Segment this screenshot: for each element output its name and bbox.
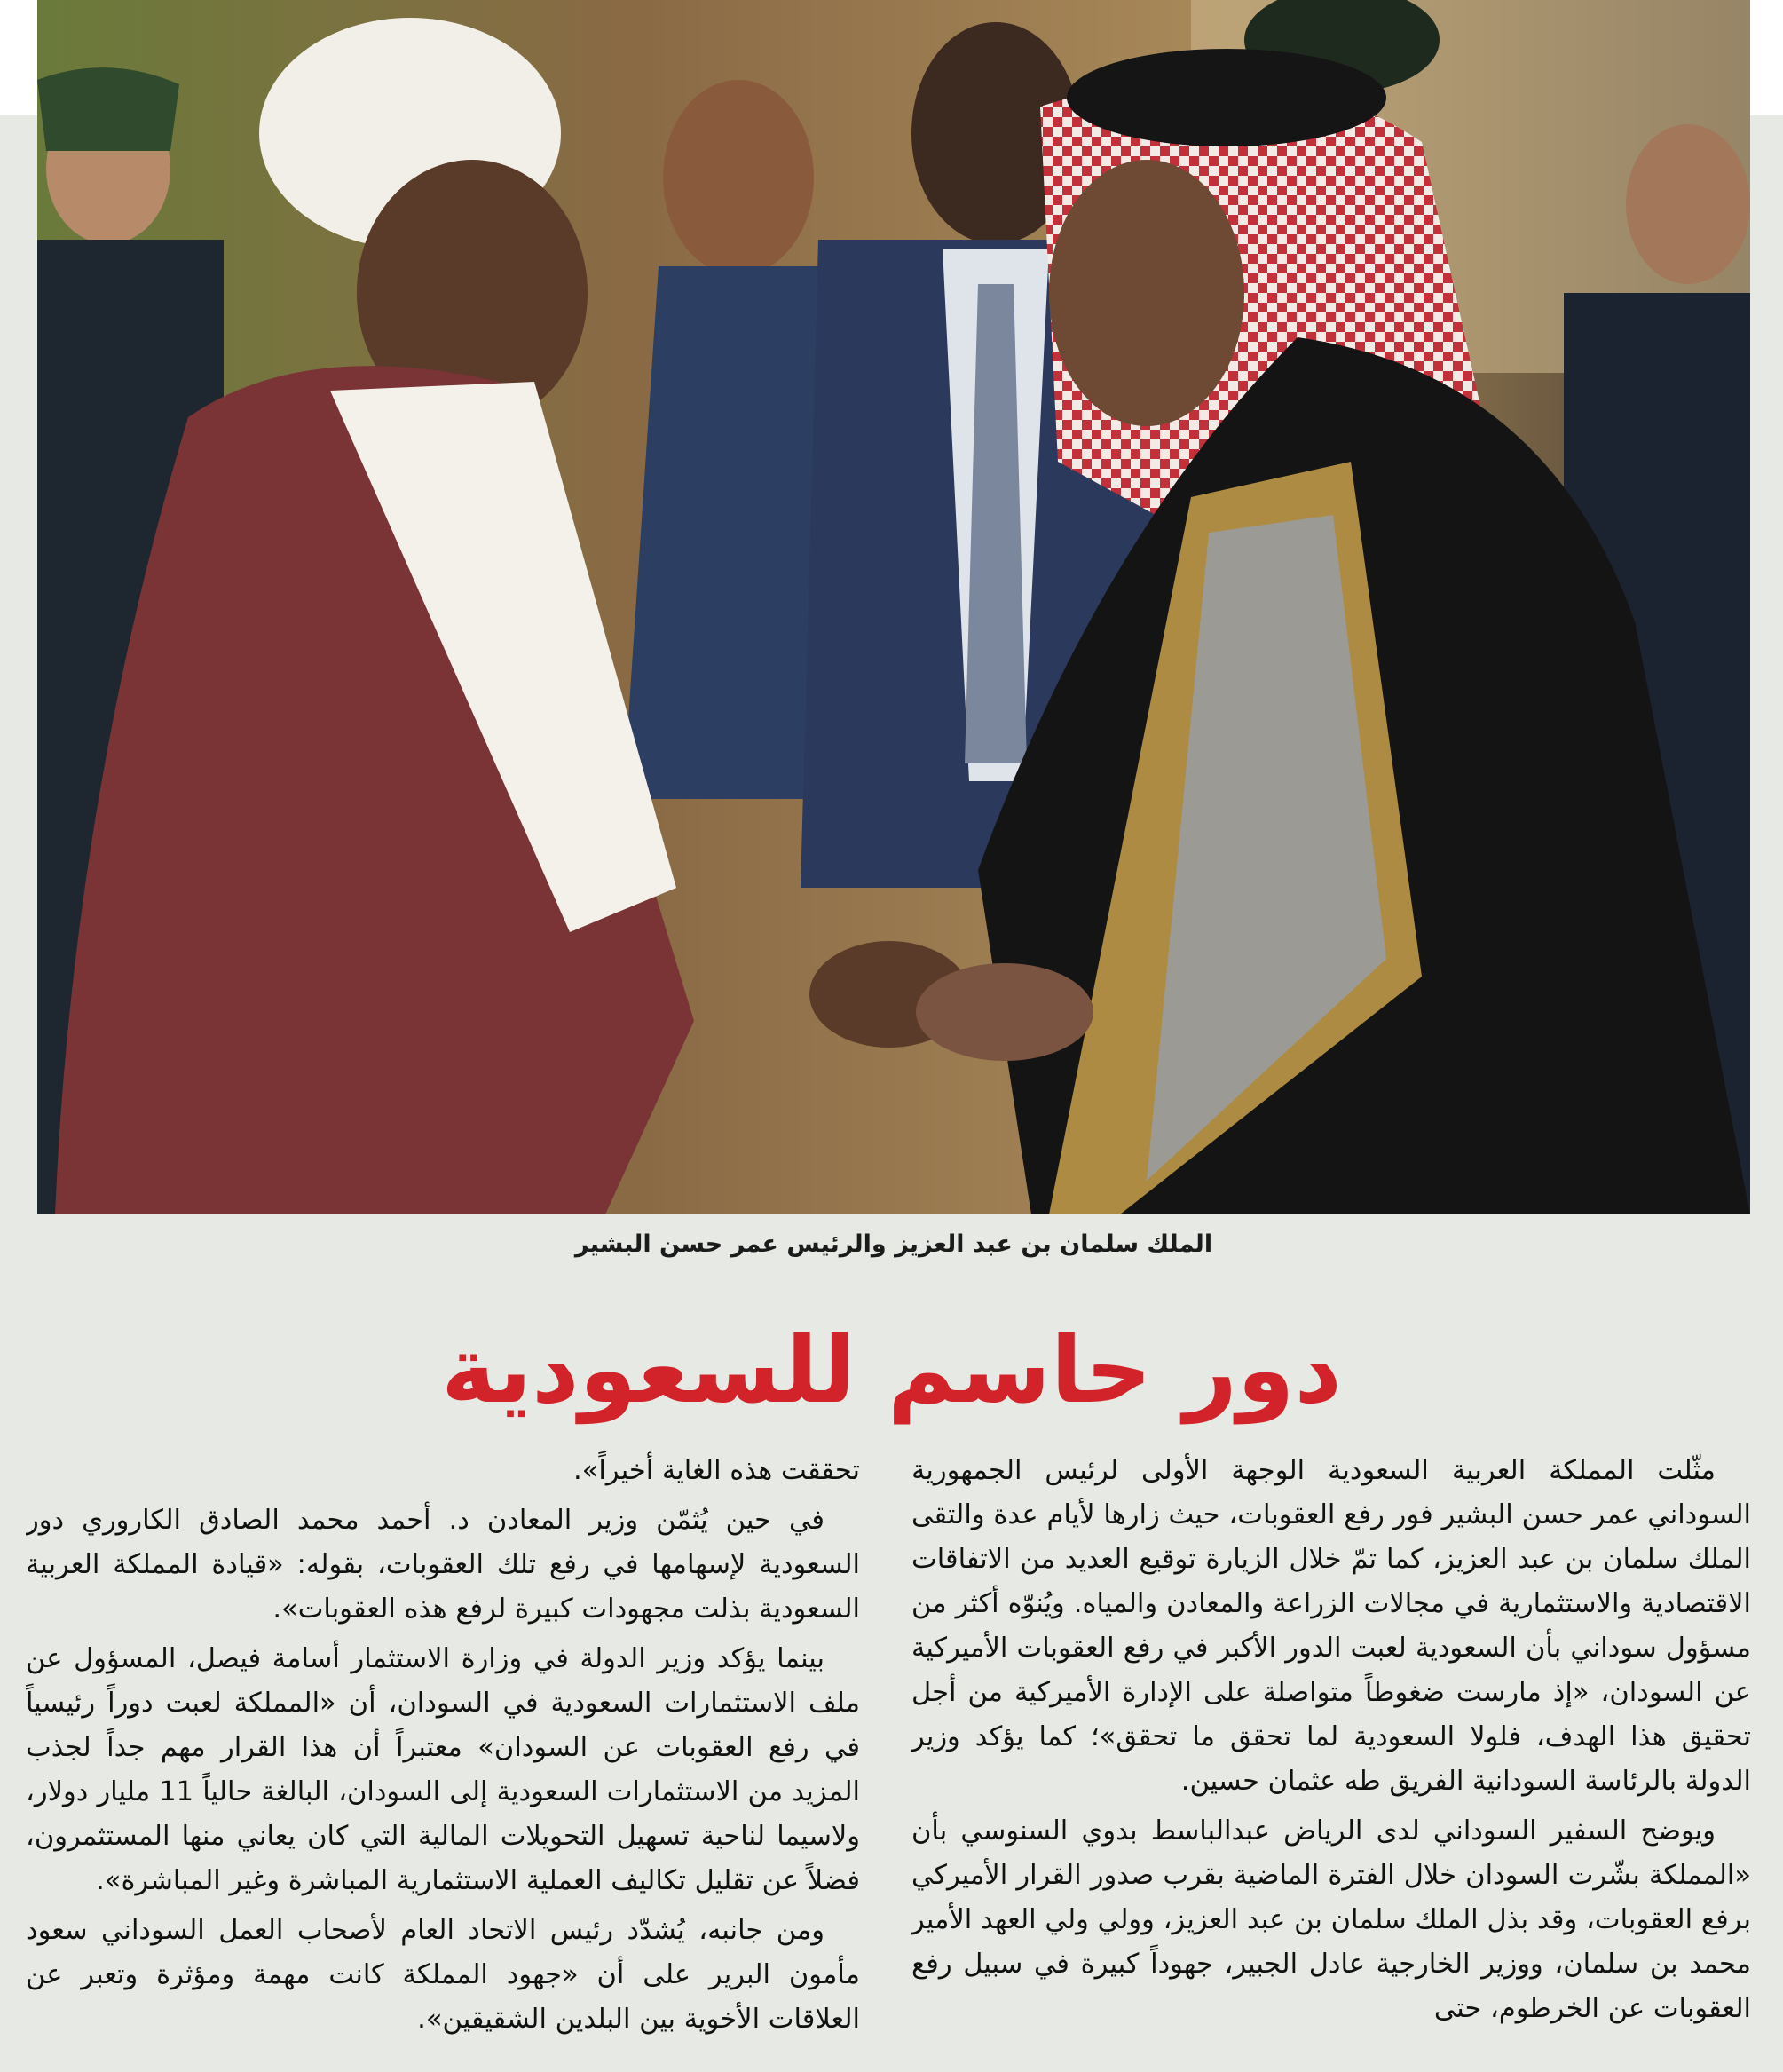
article-column-right	[911, 1449, 1751, 2070]
paragraph: في حين يُثمّن وزير المعادن د. أحمد محمد الصادق الكاروري دور السعودية لإسهامها في رفع تلك العقوبات، بقوله: «قيادة المملكة العربية السعودية بذلت مجهودات كبيرة لرفع هذه العقوبات».	[26, 1505, 860, 1625]
paragraph: تحققت هذه الغاية أخيراً».	[573, 1455, 860, 1486]
article-column-left	[26, 1449, 860, 2070]
paragraph: ومن جانبه، يُشدّد رئيس الاتحاد العام لأصحاب العمل السوداني سعود مأمون البرير على أن «جهود المملكة كانت مهمة ومؤثرة وتعبر عن العلاقات الأخوية بين البلدين الشقيقين».	[26, 1915, 860, 2035]
photo-caption: الملك سلمان بن عبد العزيز والرئيس عمر حسن البشير	[574, 1230, 1213, 1258]
article-headline: دور حاسم للسعودية	[441, 1316, 1342, 1424]
paragraph: ويوضح السفير السوداني لدى الرياض عبدالباسط بدوي السنوسي بأن «المملكة بشّرت السودان خلال الفترة الماضية بقرب صدور القرار الأميركي برفع العقوبات، وقد بذل الملك سلمان بن عبد العزيز، وولي ولي العهد الأمير محمد بن سلمان، ووزير الخارجية عادل الجبير، جهوداً كبيرة في سبيل رفع العقوبات عن الخرطوم، حتى	[911, 1815, 1751, 2024]
news-photo	[37, 0, 1750, 1214]
paragraph: مثّلت المملكة العربية السعودية الوجهة الأولى لرئيس الجمهورية السوداني عمر حسن البشير فور رفع العقوبات، حيث زارها لأيام عدة والتقى الملك سلمان بن عبد العزيز، كما تمّ خلال الزيارة توقيع العديد من الاتفاقات الاقتصادية والاستثمارية في مجالات الزراعة والمعادن والمياه. ويُنوّه أكثر من مسؤول سوداني بأن السعودية لعبت الدور الأكبر في رفع العقوبات الأميركية عن السودان، «إذ مارست ضغوطاً متواصلة على الإدارة الأميركية من أجل تحقيق هذا الهدف، فلولا السعودية لما تحقق ما تحقق»؛ كما يؤكد وزير الدولة بالرئاسة السودانية الفريق طه عثمان حسين.	[911, 1455, 1751, 1797]
paragraph: بينما يؤكد وزير الدولة في وزارة الاستثمار أسامة فيصل، المسؤول عن ملف الاستثمارات السعودية في السودان، أن «المملكة لعبت دوراً رئيسياً في رفع العقوبات عن السودان» معتبراً أن هذا القرار مهم جداً لجذب المزيد من الاستثمارات السعودية إلى السودان، البالغة حالياً 11 مليار دولار، ولاسيما لناحية تسهيل التحويلات المالية التي كان يعاني منها المستثمرون، فضلاً عن تقليل تكاليف العملية الاستثمارية المباشرة وغير المباشرة».	[26, 1643, 860, 1896]
